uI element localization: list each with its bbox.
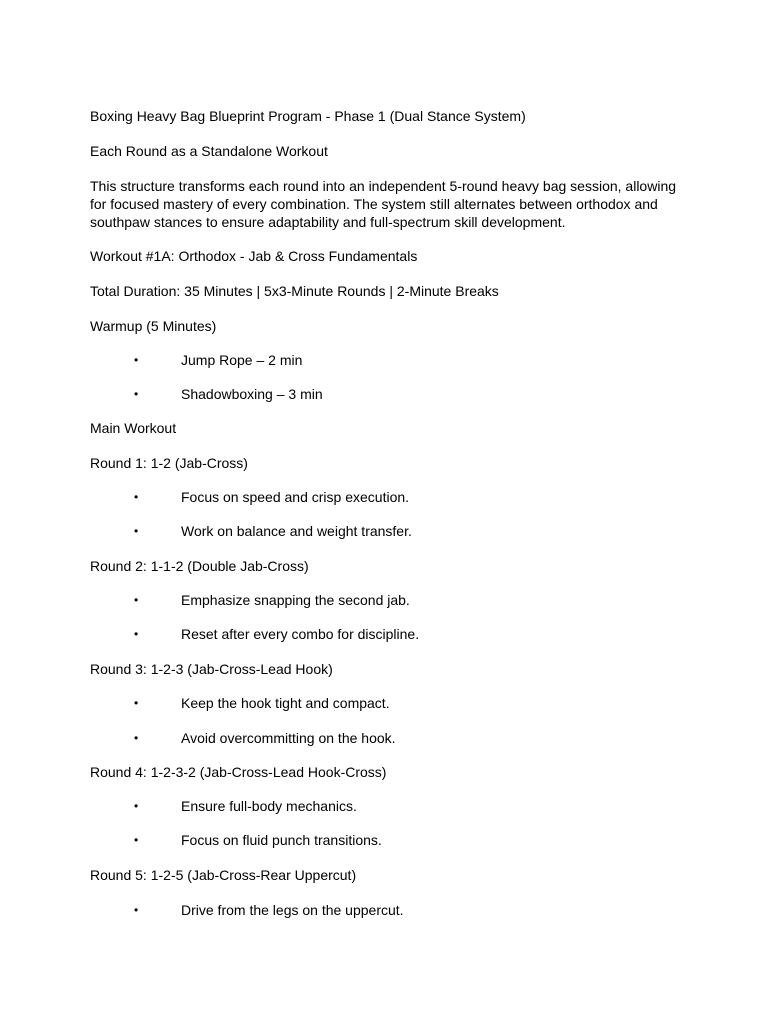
list-item-text: Drive from the legs on the uppercut. — [181, 902, 404, 918]
bullet-icon: • — [134, 353, 139, 367]
list-item — [0, 522, 768, 540]
list-item-text: Jump Rope – 2 min — [181, 352, 303, 368]
list-item-text: Reset after every combo for discipline. — [181, 626, 420, 642]
bullet-icon: • — [134, 696, 139, 710]
list-item-text: Work on balance and weight transfer. — [181, 523, 412, 539]
bullet-icon: • — [134, 490, 139, 504]
list-item-text: Shadowboxing – 3 min — [181, 386, 323, 402]
warmup-heading: Warmup (5 Minutes) — [90, 318, 217, 334]
bullet-icon: • — [134, 627, 139, 641]
list-item — [0, 694, 768, 712]
list-item-text: Avoid overcommitting on the hook. — [181, 730, 396, 746]
document-title: Boxing Heavy Bag Blueprint Program - Phase 1 (Dual Stance System) — [90, 108, 526, 124]
list-item-text: Focus on speed and crisp execution. — [181, 489, 410, 505]
round-heading: Round 5: 1-2-5 (Jab-Cross-Rear Uppercut) — [90, 867, 357, 883]
bullet-icon: • — [134, 903, 139, 917]
list-item — [0, 625, 768, 643]
bullet-icon: • — [134, 524, 139, 538]
bullet-icon: • — [134, 593, 139, 607]
list-item — [0, 901, 768, 919]
round-heading: Round 4: 1-2-3-2 (Jab-Cross-Lead Hook-Cross) — [90, 764, 387, 780]
list-item — [0, 488, 768, 506]
intro-paragraph: This structure transforms each round into an independent 5-round heavy bag session, allowing for focused mastery of every combination. The system still alternates between orthodox and southpaw stances to ensure adaptability and full-spectrum skill development. — [90, 178, 677, 230]
round-heading: Round 2: 1-1-2 (Double Jab-Cross) — [90, 558, 309, 574]
round-heading: Round 1: 1-2 (Jab-Cross) — [90, 455, 248, 471]
list-item-text: Keep the hook tight and compact. — [181, 695, 390, 711]
list-item — [0, 729, 768, 747]
list-item — [0, 351, 768, 369]
workout-title: Workout #1A: Orthodox - Jab & Cross Fundamentals — [90, 248, 418, 264]
list-item — [0, 831, 768, 849]
list-item-text: Focus on fluid punch transitions. — [181, 832, 382, 848]
list-item — [0, 591, 768, 609]
list-item — [0, 385, 768, 403]
bullet-icon: • — [134, 731, 139, 745]
bullet-icon: • — [134, 833, 139, 847]
bullet-icon: • — [134, 387, 139, 401]
main-workout-heading: Main Workout — [90, 420, 177, 436]
list-item-text: Emphasize snapping the second jab. — [181, 592, 410, 608]
list-item — [0, 797, 768, 815]
list-item-text: Ensure full-body mechanics. — [181, 798, 357, 814]
round-heading: Round 3: 1-2-3 (Jab-Cross-Lead Hook) — [90, 661, 333, 677]
bullet-icon: • — [134, 799, 139, 813]
document-subtitle: Each Round as a Standalone Workout — [90, 143, 328, 159]
workout-duration: Total Duration: 35 Minutes | 5x3-Minute Rounds | 2-Minute Breaks — [90, 283, 499, 299]
